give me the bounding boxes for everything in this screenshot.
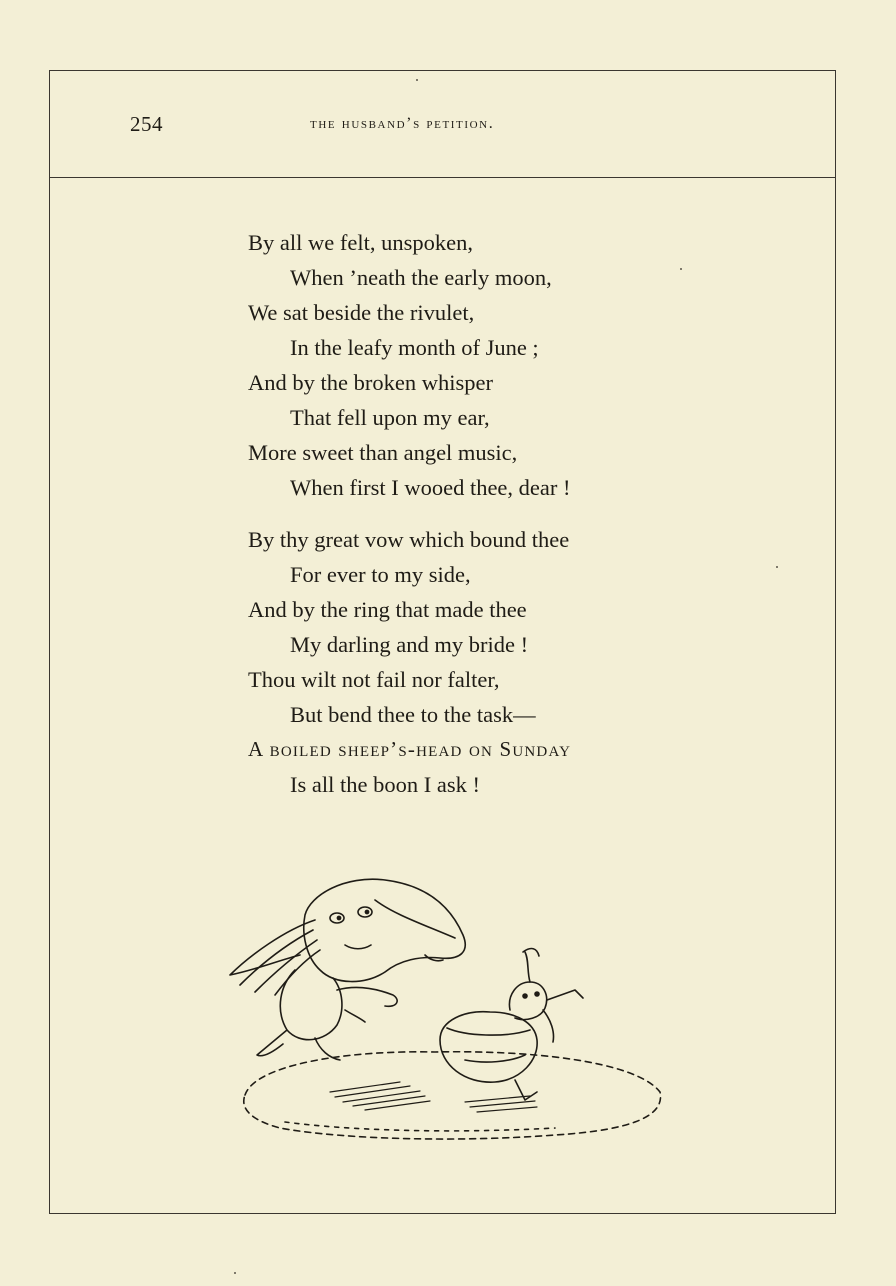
- poem-line: And by the ring that made thee: [248, 597, 527, 622]
- page-number: 254: [130, 112, 163, 136]
- poem-line: And by the broken whisper: [248, 370, 493, 395]
- stanza-2: [248, 522, 678, 802]
- poem-line: By all we felt, unspoken,: [248, 230, 473, 255]
- poem-line: My darling and my bride !: [290, 632, 529, 657]
- poem-line: Thou wilt not fail nor falter,: [248, 667, 500, 692]
- poem-line: For ever to my side,: [290, 562, 471, 587]
- poem: [248, 225, 678, 802]
- winged-sheep-head-and-pudding-illustration: [225, 860, 675, 1160]
- poem-line: That fell upon my ear,: [290, 405, 490, 430]
- stanza-1: [248, 225, 678, 505]
- paper-speck: [234, 1272, 236, 1274]
- paper-speck: [680, 268, 682, 270]
- poem-line: By thy great vow which bound thee: [248, 527, 570, 552]
- poem-line: Is all the boon I ask !: [290, 772, 480, 797]
- paper-speck: [416, 79, 418, 81]
- poem-line-small-caps: A boiled sheep’s-head on Sunday: [248, 737, 572, 761]
- poem-line: When first I wooed thee, dear !: [290, 475, 571, 500]
- poem-line: More sweet than angel music,: [248, 440, 518, 465]
- poem-line: But bend thee to the task—: [290, 702, 536, 727]
- poem-line: We sat beside the rivulet,: [248, 300, 475, 325]
- paper-speck: [776, 566, 778, 568]
- running-title: the husband’s petition.: [310, 115, 495, 132]
- poem-line: In the leafy month of June ;: [290, 335, 539, 360]
- poem-line: When ’neath the early moon,: [290, 265, 552, 290]
- illustration-svg: [225, 860, 675, 1160]
- header-rule: [49, 177, 836, 178]
